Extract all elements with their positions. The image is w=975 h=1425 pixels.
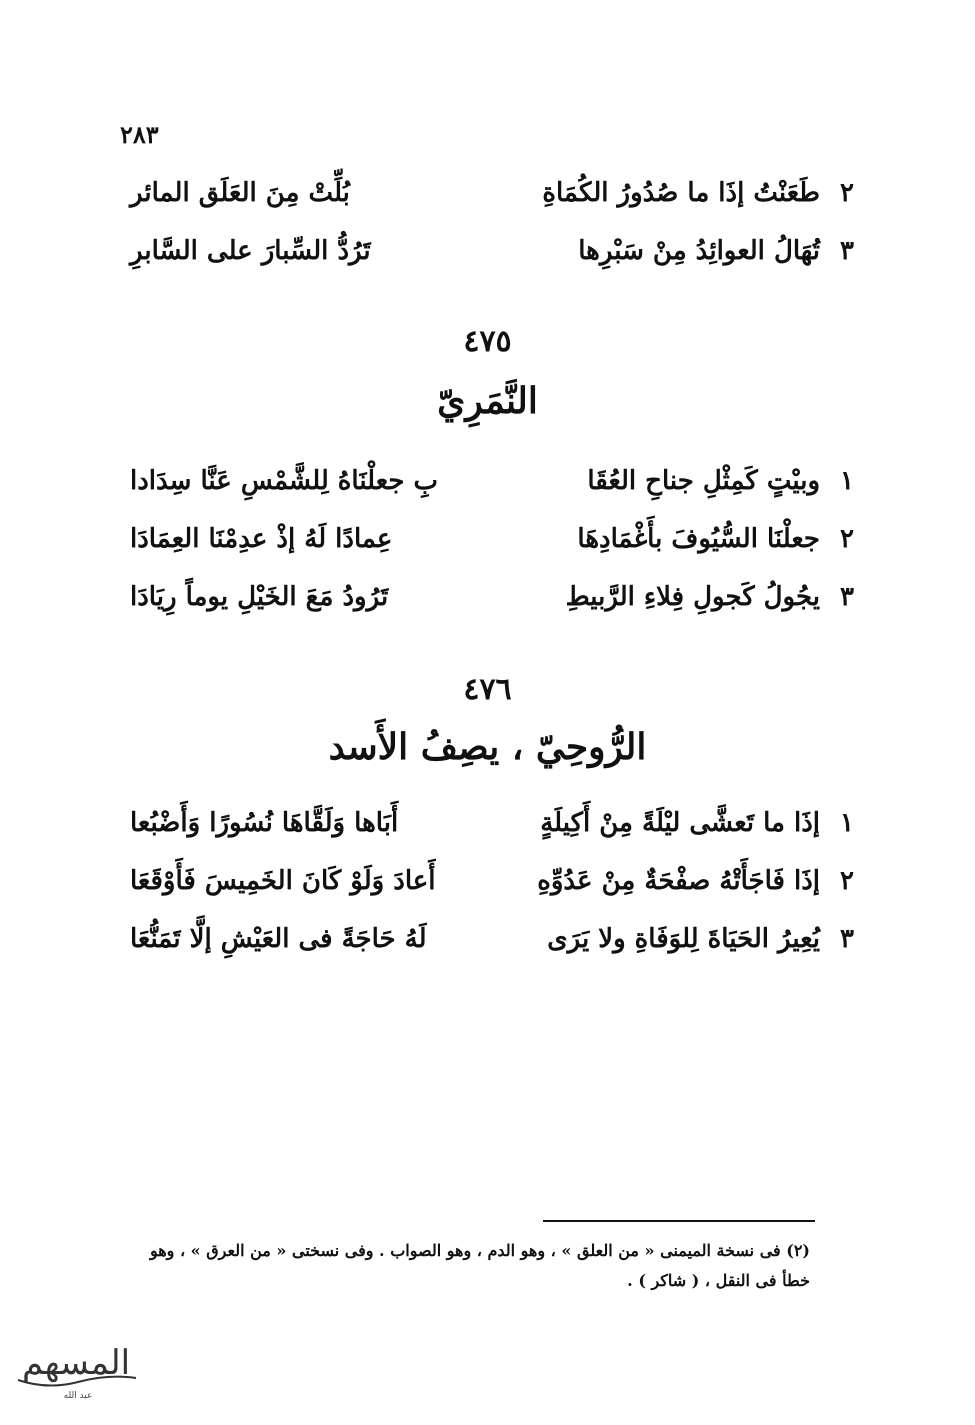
verse-first-hemistich: جعلْنَا السُّيُوفَ بأَغْمَادِهَا: [577, 524, 820, 554]
watermark-logo: [8, 1328, 143, 1408]
verse-first-hemistich: إذَا ما تَعشَّى ليْلَةً مِنْ أَكِيلَةٍ: [540, 808, 820, 838]
verse-second-hemistich: بِ جعلْنَاهُ لِلشَّمْسِ عَنَّا سِدَادا: [130, 466, 438, 496]
watermark-subtext: عبد الله: [63, 1391, 93, 1401]
verse-second-hemistich: أَبَاها وَلَقَّاهَا نُسُورًا وَأَضْبُعا: [130, 808, 399, 838]
verse-number: ٣: [840, 582, 854, 612]
verse-line: [130, 516, 854, 562]
verse-first-hemistich: يُعِيرُ الحَيَاةَ لِلوَفَاةِ ولا يَرَى: [547, 924, 820, 954]
verse-line: [130, 170, 854, 216]
verse-number: ١: [840, 808, 854, 838]
verse-line: [130, 458, 854, 504]
verse-first-hemistich: إذَا فَاجَأَتْهُ صفْحَةٌ مِنْ عَدُوِّهِ: [537, 866, 820, 896]
verse-number: ٢: [840, 178, 854, 208]
verse-second-hemistich: أَعادَ وَلَوْ كَانَ الخَمِيسَ فَأَوْقَعَا: [130, 866, 436, 896]
poem-title: الرُّوحِيّ ، يصِفُ الأَسد: [328, 726, 647, 768]
poem-number: ٤٧٦: [463, 672, 512, 707]
verse-line: [130, 574, 854, 620]
watermark-text: المسهم: [21, 1343, 131, 1383]
page-number: ٢٨٣: [120, 120, 159, 149]
verse-second-hemistich: عِمادًا لَهُ إذْ عدِمْنَا العِمَادَا: [130, 524, 393, 554]
verse-first-hemistich: طَعَنْتُ إذَا ما صُدُورُ الكُمَاةِ: [542, 178, 820, 208]
verse-first-hemistich: تُهَالُ العوائِدُ مِنْ سَبْرِها: [578, 236, 820, 266]
poem-title: النَّمَرِيّ: [437, 380, 538, 422]
footnote-line: (٢) فى نسخة الميمنى « من العلق » ، وهو الدم ، وهو الصواب . وفى نسختى « من العرق » ، وهو: [149, 1241, 810, 1260]
verse-second-hemistich: لَهُ حَاجَةً فى العَيْشِ إلَّا تَمَنُّعَا: [130, 924, 427, 954]
footnote-divider: [543, 1220, 815, 1222]
verse-second-hemistich: بُلِّتْ مِنَ العَلَق المائر: [130, 178, 350, 208]
verse-number: ٢: [840, 524, 854, 554]
verse-second-hemistich: تَرُودُ مَعَ الخَيْلِ يوماً رِيَادَا: [130, 582, 389, 612]
verse-number: ٢: [840, 866, 854, 896]
verse-line: [130, 858, 854, 904]
poem-number: ٤٧٥: [463, 324, 512, 359]
footnote-line: خطأ فى النقل ، ( شاكر ) .: [627, 1271, 810, 1290]
verse-first-hemistich: يجُولُ كَجولِ فِلاءِ الرَّبيطِ: [565, 582, 820, 612]
verse-second-hemistich: تَرُدُّ السِّبارَ على السَّابرِ: [130, 236, 371, 266]
verse-line: [130, 228, 854, 274]
verse-number: ٣: [840, 924, 854, 954]
verse-line: [130, 800, 854, 846]
verse-number: ٣: [840, 236, 854, 266]
calligraphy-logo-icon: [8, 1328, 143, 1408]
verse-number: ١: [840, 466, 854, 496]
verse-line: [130, 916, 854, 962]
verse-first-hemistich: وبيْتٍ كَمِثْلِ جناحِ العُقَا: [587, 466, 820, 496]
